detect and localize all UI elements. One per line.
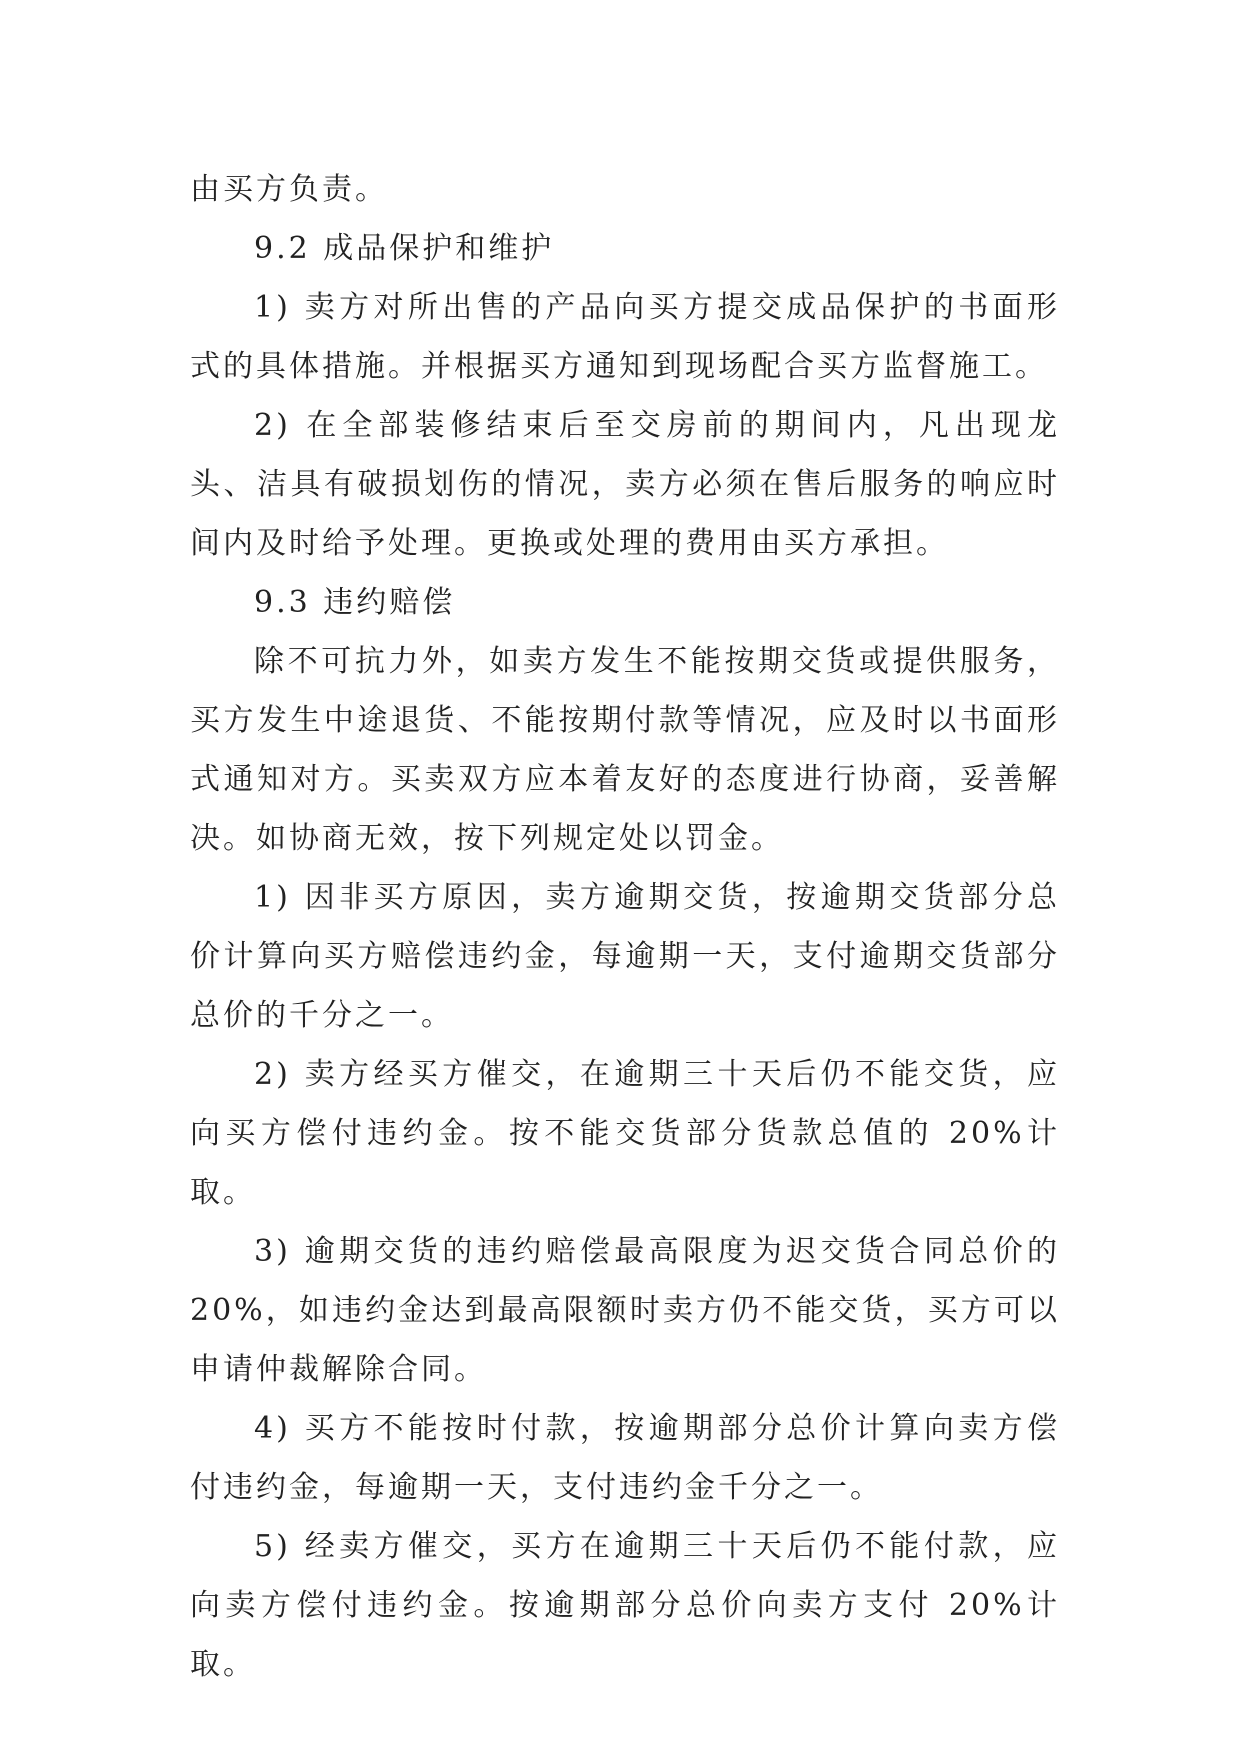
paragraph-continuation: 由买方负责。 [190,172,388,207]
clause-9-3-4: 4) 买方不能按时付款，按逾期部分总价计算向卖方偿付违约金，每逾期一天，支付违约金千分之一。 [190,1411,1060,1505]
clause-9-3-5: 5) 经卖方催交，买方在逾期三十天后仍不能付款，应向卖方偿付违约金。按逾期部分总价向卖方支付 20%计取。 [190,1529,1060,1682]
clause-9-2-1: 1) 卖方对所出售的产品向买方提交成品保护的书面形式的具体措施。并根据买方通知到现场配合买方监督施工。 [190,290,1060,384]
document-body [190,160,1060,1694]
clause-9-3-intro: 除不可抗力外，如卖方发生不能按期交货或提供服务，买方发生中途退货、不能按期付款等情况，应及时以书面形式通知对方。买卖双方应本着友好的态度进行协商，妥善解决。如协商无效，按下列规定处以罚金。 [190,644,1060,856]
section-heading-9-2: 9.2 成品保护和维护 [254,231,555,266]
clause-9-2-2: 2) 在全部装修结束后至交房前的期间内，凡出现龙头、洁具有破损划伤的情况，卖方必须在售后服务的响应时间内及时给予处理。更换或处理的费用由买方承担。 [190,408,1060,561]
section-heading-9-3: 9.3 违约赔偿 [254,585,456,620]
clause-9-3-2: 2) 卖方经买方催交，在逾期三十天后仍不能交货，应向买方偿付违约金。按不能交货部分货款总值的 20%计取。 [190,1057,1060,1210]
clause-9-3-1: 1) 因非买方原因，卖方逾期交货，按逾期交货部分总价计算向买方赔偿违约金，每逾期一天，支付逾期交货部分总价的千分之一。 [190,880,1060,1033]
clause-9-3-3: 3) 逾期交货的违约赔偿最高限度为迟交货合同总价的 20%，如违约金达到最高限额时卖方仍不能交货，买方可以申请仲裁解除合同。 [190,1234,1060,1387]
